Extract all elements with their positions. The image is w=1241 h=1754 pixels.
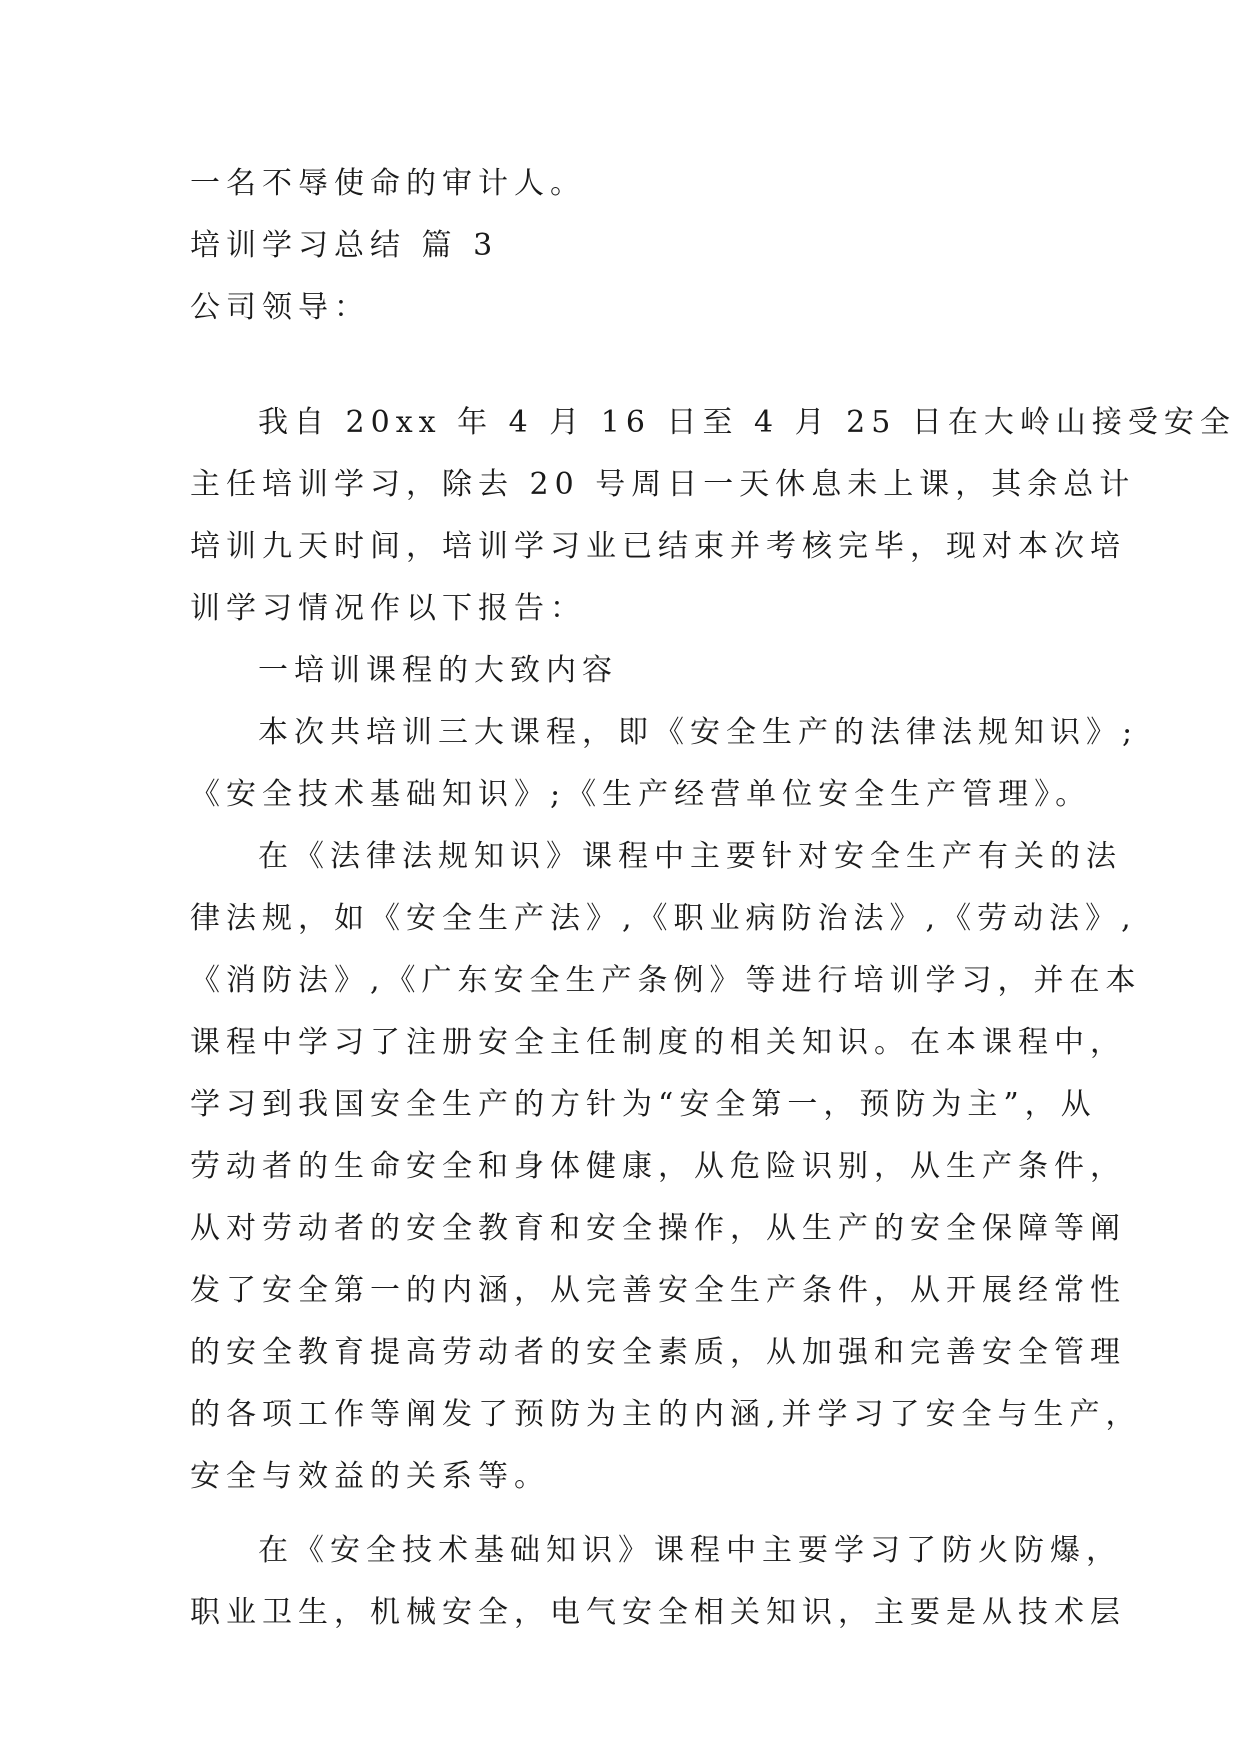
text-line-16: 劳动者的生命安全和身体健康，从危险识别，从生产条件， bbox=[190, 1149, 1126, 1184]
text-line-13: 《消防法》,《广东安全生产条例》等进行培训学习，并在本 bbox=[190, 963, 1142, 998]
text-line-9: 本次共培训三大课程，即《安全生产的法律法规知识》; bbox=[258, 715, 1139, 750]
text-line-11: 在《法律法规知识》课程中主要针对安全生产有关的法 bbox=[258, 839, 1122, 874]
text-line-20: 的各项工作等阐发了预防为主的内涵,并学习了安全与生产， bbox=[190, 1397, 1142, 1432]
salutation: 公司领导： bbox=[190, 290, 370, 325]
section-heading: 培训学习总结 篇 3 bbox=[190, 228, 499, 263]
text-line-22: 在《安全技术基础知识》课程中主要学习了防火防爆， bbox=[258, 1533, 1122, 1568]
text-line-18: 发了安全第一的内涵，从完善安全生产条件，从开展经常性 bbox=[190, 1273, 1126, 1308]
text-line-23: 职业卫生，机械安全，电气安全相关知识，主要是从技术层 bbox=[190, 1595, 1126, 1630]
text-line-21: 安全与效益的关系等。 bbox=[190, 1459, 550, 1494]
text-line-19: 的安全教育提高劳动者的安全素质，从加强和完善安全管理 bbox=[190, 1335, 1126, 1370]
text-line-15: 学习到我国安全生产的方针为“安全第一，预防为主”，从 bbox=[190, 1087, 1097, 1122]
text-line-5: 主任培训学习，除去 20 号周日一天休息未上课，其余总计 bbox=[190, 467, 1136, 502]
text-line-14: 课程中学习了注册安全主任制度的相关知识。在本课程中， bbox=[190, 1025, 1126, 1060]
text-line-10: 《安全技术基础知识》;《生产经营单位安全生产管理》。 bbox=[190, 777, 1092, 812]
text-line-6: 培训九天时间，培训学习业已结束并考核完毕，现对本次培 bbox=[190, 529, 1126, 564]
subheading: 一培训课程的大致内容 bbox=[258, 653, 618, 688]
text-line-12: 律法规，如《安全生产法》,《职业病防治法》,《劳动法》, bbox=[190, 901, 1137, 936]
text-line-4: 我自 20xx 年 4 月 16 日至 4 月 25 日在大岭山接受安全 bbox=[258, 405, 1236, 440]
text-line-1: 一名不辱使命的审计人。 bbox=[190, 166, 586, 201]
text-line-17: 从对劳动者的安全教育和安全操作，从生产的安全保障等阐 bbox=[190, 1211, 1126, 1246]
text-line-7: 训学习情况作以下报告： bbox=[190, 591, 586, 626]
